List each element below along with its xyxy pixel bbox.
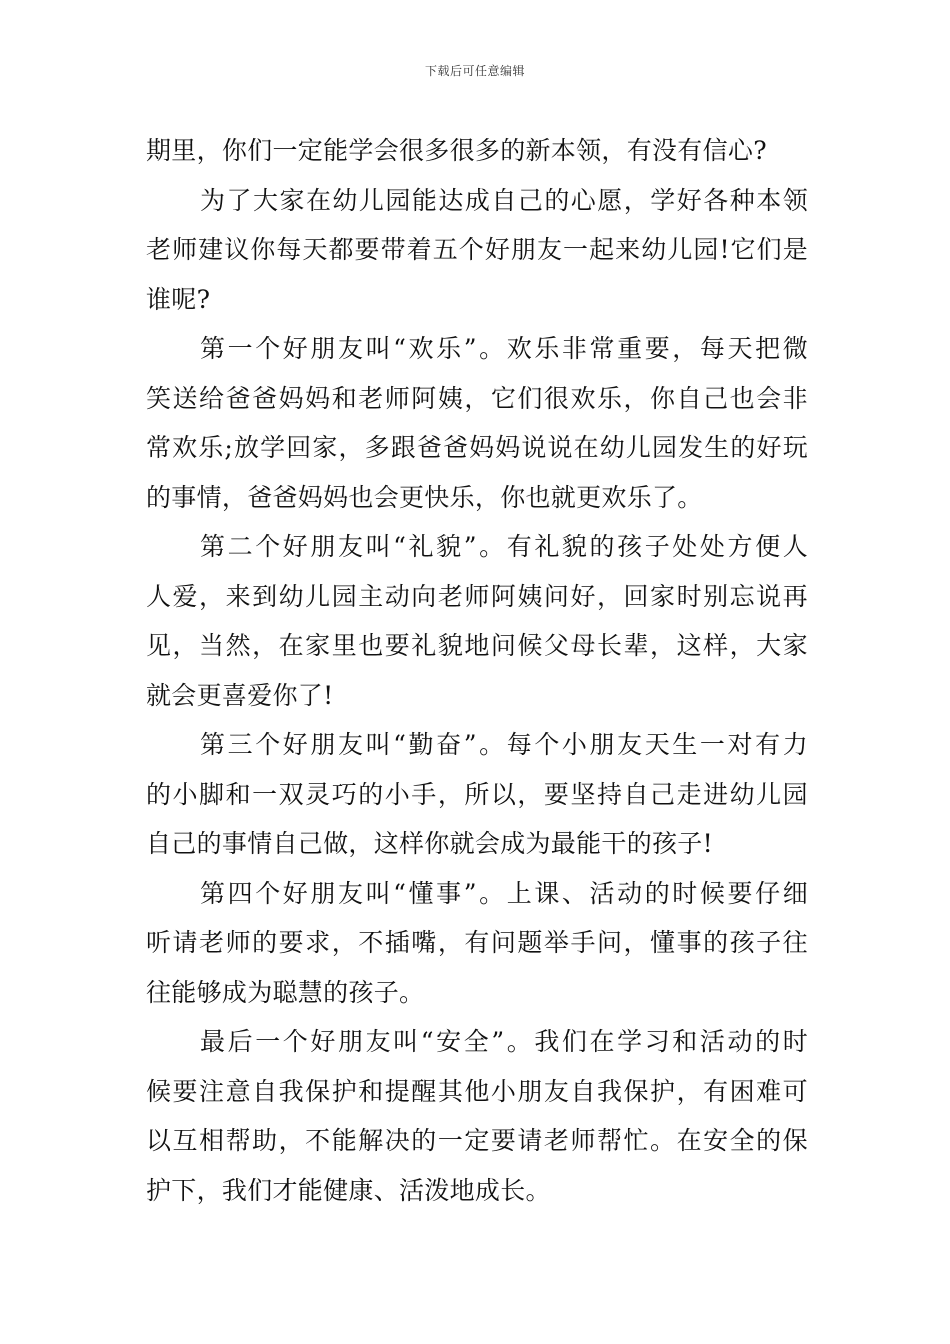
paragraph-7-line-4: 护下，我们才能健康、活泼地成长。 [146,1175,551,1205]
paragraph-6-line-3: 往能够成为聪慧的孩子。 [146,977,425,1007]
paragraph-6-line-1: 第四个好朋友叫“懂事”。上课、活动的时候要仔细 [200,878,808,908]
paragraph-3-line-2: 笑送给爸爸妈妈和老师阿姨，它们很欢乐，你自己也会非 [146,383,808,413]
paragraph-4-line-4: 就会更喜爱你了! [146,680,334,710]
document-body [146,126,808,1215]
paragraph-2-line-3: 谁呢? [146,284,211,314]
paragraph-3-line-3: 常欢乐;放学回家，多跟爸爸妈妈说说在幼儿园发生的好玩 [146,433,808,462]
paragraph-7-line-3: 以互相帮助，不能解决的一定要请老师帮忙。在安全的保 [146,1126,808,1155]
paragraph-6-line-2: 听请老师的要求，不插嘴，有问题举手问，懂事的孩子往 [146,928,808,957]
page-header: 下载后可任意编辑 [424,64,525,78]
paragraph-5-line-3: 自己的事情自己做，这样你就会成为最能干的孩子! [146,829,713,858]
paragraph-4-line-1: 第二个好朋友叫“礼貌”。有礼貌的孩子处处方便人 [200,532,808,561]
paragraph-3-line-4: 的事情，爸爸妈妈也会更快乐，你也就更欢乐了。 [146,482,703,512]
paragraph-1-line-1: 期里，你们一定能学会很多很多的新本领，有没有信心? [146,136,767,165]
paragraph-4-line-2: 人爱，来到幼儿园主动向老师阿姨问好，回家时别忘说再 [146,581,808,611]
paragraph-5-line-1: 第三个好朋友叫“勤奋”。每个小朋友天生一对有力 [200,730,808,759]
paragraph-3-line-1: 第一个好朋友叫“欢乐”。欢乐非常重要，每天把微 [200,334,808,363]
paragraph-2-line-1: 为了大家在幼儿园能达成自己的心愿，学好各种本领 [200,185,808,215]
paragraph-2-line-2: 老师建议你每天都要带着五个好朋友一起来幼儿园!它们是 [146,235,808,264]
paragraph-7-line-2: 候要注意自我保护和提醒其他小朋友自我保护，有困难可 [146,1076,808,1106]
paragraph-7-line-1: 最后一个好朋友叫“安全”。我们在学习和活动的时 [200,1027,808,1056]
paragraph-4-line-3: 见，当然，在家里也要礼貌地问候父母长辈，这样，大家 [146,631,808,660]
paragraph-5-line-2: 的小脚和一双灵巧的小手，所以，要坚持自己走进幼儿园 [146,779,808,809]
